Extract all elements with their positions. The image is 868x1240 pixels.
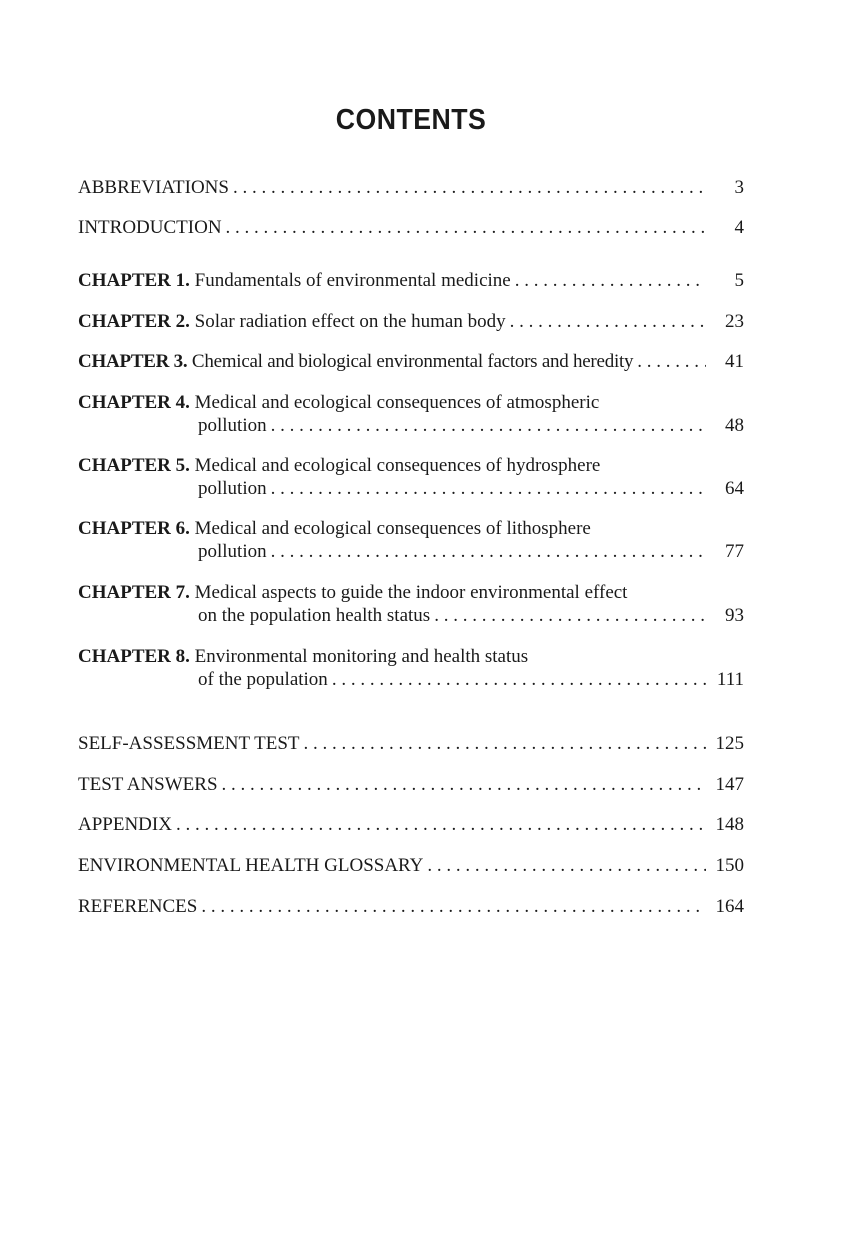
dot-leader xyxy=(332,668,706,691)
toc-entry-label: TEST ANSWERS xyxy=(78,774,218,795)
chapter-number: CHAPTER 1. xyxy=(78,270,190,291)
toc-page-number: 93 xyxy=(725,605,744,626)
dot-leader xyxy=(271,477,706,500)
chapter-title: Medical and ecological consequences of lithosphere xyxy=(194,518,591,539)
toc-page-number: 3 xyxy=(734,177,744,198)
chapter-title: Medical and ecological consequences of atmospheric xyxy=(194,392,600,413)
chapter-title-continued: pollution xyxy=(198,415,267,436)
toc-entry-references[interactable] xyxy=(78,895,744,918)
chapter-title: Environmental monitoring and health status xyxy=(194,646,529,667)
chapter-title-continued: pollution xyxy=(198,541,267,562)
toc-page-number: 77 xyxy=(725,541,744,562)
toc-entry-label: SELF-ASSESSMENT TEST xyxy=(78,733,300,754)
dot-leader xyxy=(637,350,706,373)
dot-leader xyxy=(201,895,706,918)
toc-entry-appendix[interactable] xyxy=(78,813,744,836)
chapter-title-continued: on the population health status xyxy=(198,605,431,626)
dot-leader xyxy=(271,540,706,563)
dot-leader xyxy=(222,773,706,796)
toc-entry-chapter-1[interactable] xyxy=(78,269,744,292)
chapter-number: CHAPTER 2. xyxy=(78,311,190,332)
toc-entry-chapter-4[interactable] xyxy=(78,391,744,437)
chapter-title: Medical and ecological consequences of hydrosphere xyxy=(194,455,601,476)
chapter-number: CHAPTER 6. xyxy=(78,518,190,539)
toc-page-number: 150 xyxy=(715,855,744,876)
dot-leader xyxy=(271,414,706,437)
toc-entry-chapter-6[interactable] xyxy=(78,517,744,563)
toc-entry-abbreviations[interactable] xyxy=(78,176,744,199)
toc-page-number: 147 xyxy=(715,774,744,795)
toc-entry-chapter-5[interactable] xyxy=(78,454,744,500)
chapter-number: CHAPTER 3. xyxy=(78,351,188,372)
dot-leader xyxy=(176,813,706,836)
chapter-title: Solar radiation effect on the human body xyxy=(194,311,506,332)
toc-page-number: 64 xyxy=(725,478,744,499)
dot-leader xyxy=(434,604,706,627)
toc-page-number: 41 xyxy=(725,351,744,372)
toc-entry-glossary[interactable] xyxy=(78,854,744,877)
toc-page-number: 164 xyxy=(715,896,744,917)
toc-page-number: 5 xyxy=(734,270,744,291)
toc-page-number: 48 xyxy=(725,415,744,436)
toc-page-number: 125 xyxy=(715,733,744,754)
toc-entry-label: INTRODUCTION xyxy=(78,217,222,238)
chapter-title-continued: pollution xyxy=(198,478,267,499)
toc-entry-label: ENVIRONMENTAL HEALTH GLOSSARY xyxy=(78,855,424,876)
toc-entry-chapter-2[interactable] xyxy=(78,310,744,333)
dot-leader xyxy=(515,269,706,292)
chapter-title-continued: of the population xyxy=(198,669,328,690)
toc-page-number: 4 xyxy=(734,217,744,238)
toc-entry-label: REFERENCES xyxy=(78,896,198,917)
dot-leader xyxy=(304,732,706,755)
chapter-title: Chemical and biological environmental factors and heredity xyxy=(191,351,634,372)
chapter-title: Fundamentals of environmental medicine xyxy=(194,270,511,291)
toc-entry-label: ABBREVIATIONS xyxy=(78,177,229,198)
dot-leader xyxy=(226,216,706,239)
chapter-number: CHAPTER 8. xyxy=(78,646,190,667)
chapter-number: CHAPTER 5. xyxy=(78,455,190,476)
toc-page-number: 111 xyxy=(716,669,744,690)
dot-leader xyxy=(510,310,706,333)
toc-entry-chapter-8[interactable] xyxy=(78,645,744,691)
toc-entry-chapter-7[interactable] xyxy=(78,581,744,627)
toc-entry-label: APPENDIX xyxy=(78,814,172,835)
toc-entry-chapter-3[interactable] xyxy=(78,350,744,373)
toc-entry-introduction[interactable] xyxy=(78,216,744,239)
toc-entry-self-assessment-test[interactable] xyxy=(78,732,744,755)
chapter-title: Medical aspects to guide the indoor environmental effect xyxy=(194,582,628,603)
chapter-number: CHAPTER 7. xyxy=(78,582,190,603)
toc-page-number: 148 xyxy=(715,814,744,835)
toc-page-number: 23 xyxy=(725,311,744,332)
toc-entry-test-answers[interactable] xyxy=(78,773,744,796)
dot-leader xyxy=(233,176,706,199)
dot-leader xyxy=(427,854,706,877)
page-title: CONTENTS xyxy=(335,104,487,136)
chapter-number: CHAPTER 4. xyxy=(78,392,190,413)
